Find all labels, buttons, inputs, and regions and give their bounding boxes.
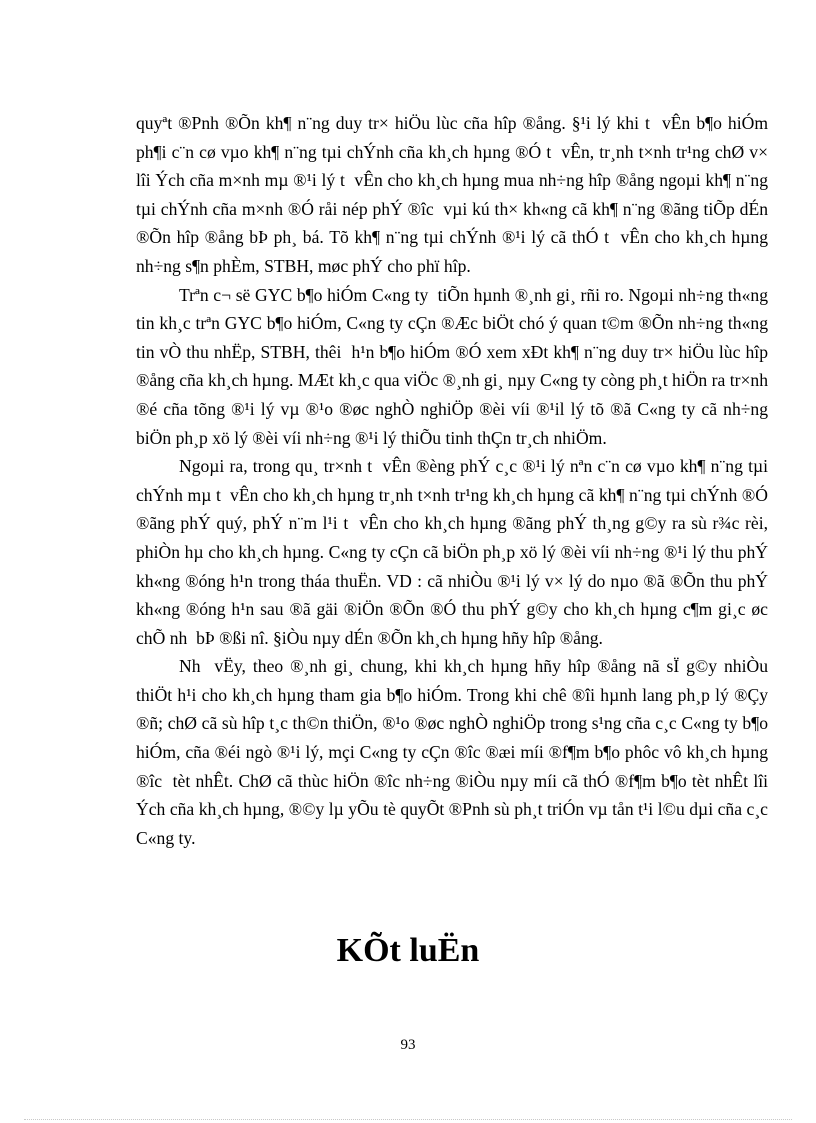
body-text	[136, 109, 768, 852]
footer-divider	[24, 1119, 792, 1120]
section-heading: KÕt luËn	[336, 932, 480, 969]
page-number: 93	[400, 1037, 416, 1053]
paragraph: Trªn c¬ së GYC b¶o hiÓm C«ng ty tiÕn hµnh ®¸nh gi¸ rñi ro. Ngoµi nh÷ng th«ng tin kh¸c trªn GYC b¶o hiÓm, C«ng ty cÇn ®Æc biÖt chó ý quan t©m ®Õn nh÷ng th«ng tin vÒ thu nhËp, STBH, thêi h¹n b¶o hiÓm ®Ó xem xÐt kh¶ n¨ng duy tr× hiÖu lùc hîp ®ång cña kh¸ch hµng. MÆt kh¸c qua viÖc ®¸nh gi¸ nµy C«ng ty còng ph¸t hiÖn ra tr×nh ®é cña tõng ®¹i lý vµ ®¹o ®øc nghÒ nghiÖp ®èi víi ®¹il lý tõ ®ã C«ng ty cã nh÷ng biÖn ph¸p xö lý ®èi víi nh÷ng ®¹i lý thiÕu tinh thÇn tr¸ch nhiÖm.	[136, 284, 768, 448]
paragraph: Nh vËy, theo ®¸nh gi¸ chung, khi kh¸ch hµng hñy hîp ®ång nã sÏ g©y nhiÒu thiÖt h¹i cho kh¸ch hµng tham gia b¶o hiÓm. Trong khi chê ®îi hµnh lang ph¸p lý ®Çy ®ñ; chØ cã sù hîp t¸c th©n thiÖn, ®¹o ®øc nghÒ nghiÖp trong s¹ng cña c¸c C«ng ty b¶o hiÓm, cña ®éi ngò ®¹i lý, mçi C«ng ty cÇn ®îc ®æi míi ®f¶m b¶o phôc vô kh¸ch hµng ®îc tèt nhÊt. ChØ cã thùc hiÖn ®îc nh÷ng ®iÒu nµy míi cã thÓ ®f¶m b¶o tèt nhÊt lîi Ých cña kh¸ch hµng, ®©y lµ yÕu tè quyÕt ®Pnh sù ph¸t triÓn vµ tån t¹i l©u dµi cña c¸c C«ng ty.	[136, 656, 768, 848]
paragraph: Ngoµi ra, trong qu¸ tr×nh t vÊn ®èng phÝ c¸c ®¹i lý nªn c¨n cø vµo kh¶ n¨ng tµi chÝnh mµ t vÊn cho kh¸ch hµng tr¸nh t×nh tr¹ng kh¸ch hµng cã kh¶ n¨ng tµi chÝnh ®Ó ®ãng phÝ quý, phÝ n¨m l¹i t vÊn cho kh¸ch hµng ®ãng phÝ th¸ng g©y ra sù r¾c rèi, phiÒn hµ cho kh¸ch hµng. C«ng ty cÇn cã biÖn ph¸p xö lý ®èi víi nh÷ng ®¹i lý thu phÝ kh«ng ®óng h¹n trong tháa thuËn. VD : cã nhiÒu ®¹i lý v× lý do nµo ®ã ®Õn thu phÝ kh«ng ®óng h¹n sau ®ã gäi ®iÖn ®Õn ®Ó thu phÝ g©y cho kh¸ch hµng c¶m gi¸c øc chÕ nh bÞ ®ßi nî. §iÒu nµy dÉn ®Õn kh¸ch hµng hñy hîp ®ång.	[136, 456, 768, 648]
paragraph: quyªt ®Pnh ®Õn kh¶ n¨ng duy tr× hiÖu lùc cña hîp ®ång. §¹i lý khi t vÊn b¶o hiÓm ph¶i c¨n cø vµo kh¶ n¨ng tµi chÝnh cña kh¸ch hµng ®Ó t vÊn, tr¸nh t×nh tr¹ng chØ v× lîi Ých cña m×nh mµ ®¹i lý t vÊn cho kh¸ch hµng mua nh÷ng hîp ®ång ngoµi kh¶ n¨ng tµi chÝnh cña m×nh ®Ó råi nép phÝ ®îc vµi kú th× kh«ng cã kh¶ n¨ng ®ãng tiÕp dÉn ®Õn hîp ®ång bÞ ph¸ bá. Tõ kh¶ n¨ng tµi chÝnh ®¹i lý cã thÓ t vÊn cho kh¸ch hµng nh÷ng s¶n phÈm, STBH, møc phÝ cho phï hîp.	[136, 113, 768, 276]
